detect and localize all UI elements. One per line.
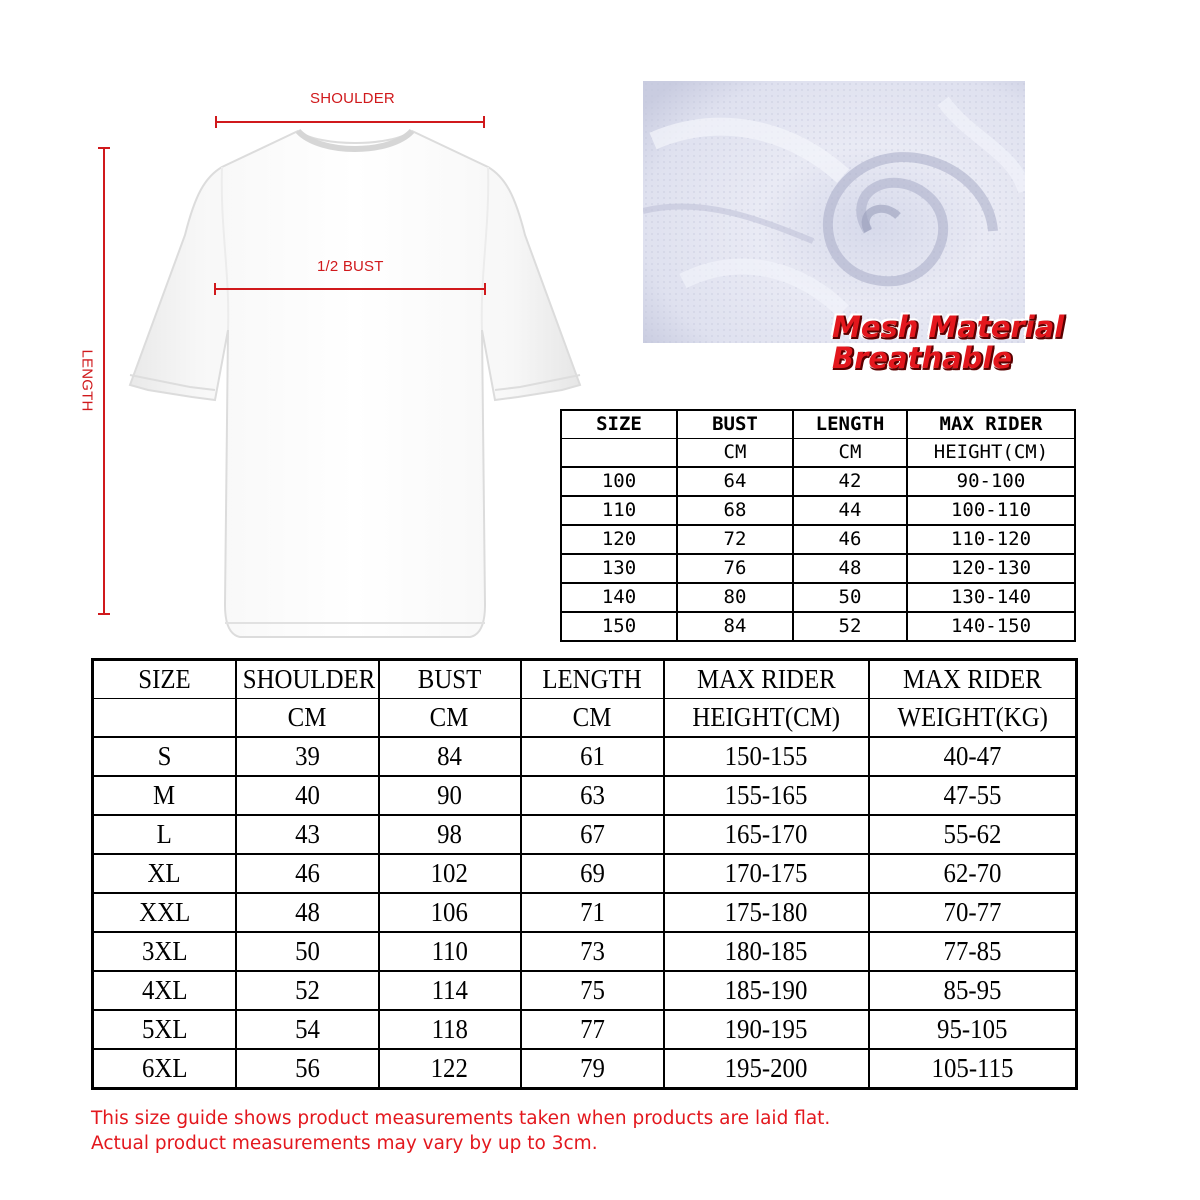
- table-row: [93, 815, 1077, 854]
- cell-text: S: [157, 741, 172, 771]
- table-cell: BUST: [677, 410, 793, 439]
- table-cell: [521, 893, 664, 932]
- cell-text: 62-70: [943, 858, 1002, 888]
- table-cell: [93, 854, 236, 893]
- table-cell: [93, 737, 236, 776]
- table-cell: [869, 971, 1077, 1010]
- cell-text: M: [153, 780, 176, 810]
- table-cell: [664, 699, 869, 738]
- cell-text: 77: [579, 1014, 605, 1044]
- table-cell: 44: [793, 496, 907, 525]
- cell-text: 75: [579, 975, 605, 1005]
- table-cell: [521, 660, 664, 699]
- table-cell: CM: [793, 439, 907, 468]
- size-guide-note: [91, 1106, 830, 1156]
- table-header-row: [93, 660, 1077, 699]
- table-cell: 64: [677, 467, 793, 496]
- table-row: [93, 1010, 1077, 1049]
- cell-text: 95-105: [937, 1014, 1008, 1044]
- table-cell: [869, 815, 1077, 854]
- cell-text: HEIGHT(CM): [692, 702, 840, 732]
- table-cell: HEIGHT(CM): [907, 439, 1075, 468]
- table-cell: 76: [677, 554, 793, 583]
- table-cell: [664, 1049, 869, 1089]
- table-cell: [664, 815, 869, 854]
- table-cell: [869, 1049, 1077, 1089]
- table-cell: [521, 971, 664, 1010]
- cell-text: 195-200: [724, 1053, 808, 1083]
- cell-text: 40: [294, 780, 320, 810]
- cell-text: 150-155: [724, 741, 808, 771]
- table-cell: [236, 932, 379, 971]
- cell-text: CM: [430, 702, 469, 732]
- table-cell: [379, 776, 521, 815]
- note-line1: This size guide shows product measurements taken when products are laid flat.: [91, 1108, 831, 1129]
- table-cell: [236, 737, 379, 776]
- cell-text: SIZE: [138, 664, 191, 694]
- table-cell: [236, 776, 379, 815]
- cell-text: 48: [294, 897, 320, 927]
- table-cell: [379, 893, 521, 932]
- cell-text: 175-180: [724, 897, 808, 927]
- table-cell: [379, 815, 521, 854]
- cell-text: 70-77: [943, 897, 1002, 927]
- cell-text: 69: [579, 858, 605, 888]
- length-measure-line: [103, 147, 105, 615]
- cell-text: 67: [579, 819, 605, 849]
- shoulder-label: SHOULDER: [310, 90, 395, 107]
- cell-text: 6XL: [141, 1053, 188, 1083]
- table-cell: 130: [561, 554, 677, 583]
- table-cell: [236, 815, 379, 854]
- table-cell: 130-140: [907, 583, 1075, 612]
- table-cell: 110-120: [907, 525, 1075, 554]
- cell-text: 155-165: [724, 780, 808, 810]
- table-cell: [869, 893, 1077, 932]
- table-cell: 100-110: [907, 496, 1075, 525]
- cell-text: 165-170: [724, 819, 808, 849]
- table-cell: [379, 737, 521, 776]
- table-cell: [236, 1049, 379, 1089]
- table-cell: [236, 1010, 379, 1049]
- kids-size-table: [560, 409, 1076, 642]
- table-cell: [521, 737, 664, 776]
- cell-text: XL: [147, 858, 181, 888]
- table-cell: [664, 893, 869, 932]
- tshirt-icon: [120, 125, 590, 645]
- table-cell: [521, 776, 664, 815]
- table-cell: 90-100: [907, 467, 1075, 496]
- table-row: [561, 525, 1075, 554]
- cell-text: 106: [430, 897, 469, 927]
- table-unit-row: [93, 699, 1077, 738]
- cell-text: 46: [294, 858, 320, 888]
- table-cell: [664, 932, 869, 971]
- table-cell: [869, 737, 1077, 776]
- table-row: [93, 776, 1077, 815]
- table-cell: [664, 1010, 869, 1049]
- table-cell: [236, 971, 379, 1010]
- table-cell: 84: [677, 612, 793, 641]
- table-cell: [664, 737, 869, 776]
- table-cell: [521, 1049, 664, 1089]
- table-row: [561, 612, 1075, 641]
- table-row: [93, 971, 1077, 1010]
- table-cell: 120: [561, 525, 677, 554]
- table-cell: [93, 1010, 236, 1049]
- table-cell: [93, 932, 236, 971]
- table-cell: [379, 1049, 521, 1089]
- fabric-title-line2: Breathable: [832, 341, 1013, 375]
- cell-text: 102: [430, 858, 469, 888]
- cell-text: 39: [294, 741, 320, 771]
- table-row: [93, 893, 1077, 932]
- cell-text: 40-47: [943, 741, 1002, 771]
- cell-text: 63: [579, 780, 605, 810]
- table-cell: [521, 699, 664, 738]
- table-cell: MAX RIDER: [907, 410, 1075, 439]
- table-cell: [236, 660, 379, 699]
- table-cell: [379, 854, 521, 893]
- table-cell: 52: [793, 612, 907, 641]
- cell-text: 54: [294, 1014, 320, 1044]
- table-cell: 46: [793, 525, 907, 554]
- cell-text: SHOULDER: [242, 664, 375, 694]
- table-cell: 140-150: [907, 612, 1075, 641]
- table-cell: [561, 439, 677, 468]
- cell-text: 114: [431, 975, 468, 1005]
- table-cell: 140: [561, 583, 677, 612]
- table-cell: [869, 699, 1077, 738]
- adult-size-table: [91, 658, 1078, 1090]
- table-cell: [93, 893, 236, 932]
- table-cell: 150: [561, 612, 677, 641]
- table-cell: [93, 971, 236, 1010]
- cell-text: 84: [437, 741, 462, 771]
- shoulder-measure-line: [215, 121, 485, 123]
- cell-text: 85-95: [943, 975, 1002, 1005]
- table-cell: [664, 971, 869, 1010]
- table-cell: [664, 776, 869, 815]
- table-cell: [664, 854, 869, 893]
- table-cell: [93, 699, 236, 738]
- cell-text: XXL: [138, 897, 190, 927]
- cell-text: 3XL: [141, 936, 188, 966]
- table-cell: [93, 1049, 236, 1089]
- fabric-title-line1: Mesh Material: [832, 310, 1065, 344]
- cell-text: 98: [437, 819, 462, 849]
- cell-text: 110: [431, 936, 468, 966]
- table-cell: [379, 971, 521, 1010]
- table-cell: [869, 854, 1077, 893]
- table-cell: 68: [677, 496, 793, 525]
- cell-text: 55-62: [943, 819, 1002, 849]
- cell-text: 180-185: [724, 936, 808, 966]
- table-cell: [869, 932, 1077, 971]
- table-cell: 100: [561, 467, 677, 496]
- cell-text: 56: [294, 1053, 320, 1083]
- cell-text: 170-175: [724, 858, 808, 888]
- table-cell: [521, 854, 664, 893]
- cell-text: CM: [572, 702, 612, 732]
- cell-text: 50: [294, 936, 320, 966]
- table-cell: [379, 699, 521, 738]
- cell-text: LENGTH: [542, 664, 642, 694]
- cell-text: 61: [579, 741, 605, 771]
- table-cell: [379, 1010, 521, 1049]
- table-cell: CM: [677, 439, 793, 468]
- cell-text: 47-55: [943, 780, 1002, 810]
- length-label: LENGTH: [78, 349, 96, 412]
- table-cell: [379, 660, 521, 699]
- table-cell: [869, 660, 1077, 699]
- table-cell: 42: [793, 467, 907, 496]
- table-row: [93, 854, 1077, 893]
- table-row: [561, 554, 1075, 583]
- half-bust-measure-line: [214, 288, 486, 290]
- half-bust-label: 1/2 BUST: [317, 258, 384, 275]
- mesh-fabric-swatch: [643, 81, 1025, 343]
- table-cell: 50: [793, 583, 907, 612]
- cell-text: 118: [431, 1014, 468, 1044]
- table-cell: [236, 699, 379, 738]
- table-unit-row: [561, 439, 1075, 468]
- cell-text: 73: [579, 936, 605, 966]
- fabric-title: [832, 312, 1064, 374]
- table-cell: 80: [677, 583, 793, 612]
- table-row: [561, 496, 1075, 525]
- table-cell: [236, 854, 379, 893]
- cell-text: 185-190: [724, 975, 808, 1005]
- cell-text: 105-115: [931, 1053, 1014, 1083]
- table-row: [93, 737, 1077, 776]
- table-cell: [521, 1010, 664, 1049]
- table-row: [561, 467, 1075, 496]
- cell-text: 52: [294, 975, 320, 1005]
- table-cell: 48: [793, 554, 907, 583]
- table-cell: [93, 660, 236, 699]
- cell-text: BUST: [417, 664, 482, 694]
- table-cell: SIZE: [561, 410, 677, 439]
- note-line2: Actual product measurements may vary by up to 3cm.: [91, 1133, 598, 1154]
- cell-text: MAX RIDER: [696, 664, 836, 694]
- table-cell: [664, 660, 869, 699]
- table-cell: 120-130: [907, 554, 1075, 583]
- cell-text: 77-85: [943, 936, 1002, 966]
- table-header-row: [561, 410, 1075, 439]
- cell-text: WEIGHT(KG): [897, 702, 1048, 732]
- table-cell: [236, 893, 379, 932]
- cell-text: 122: [430, 1053, 469, 1083]
- table-cell: [379, 932, 521, 971]
- table-cell: [869, 1010, 1077, 1049]
- table-cell: 110: [561, 496, 677, 525]
- table-row: [561, 583, 1075, 612]
- cell-text: 71: [579, 897, 605, 927]
- table-cell: [521, 815, 664, 854]
- cell-text: 5XL: [141, 1014, 188, 1044]
- cell-text: 190-195: [724, 1014, 808, 1044]
- cell-text: 4XL: [141, 975, 188, 1005]
- table-cell: 72: [677, 525, 793, 554]
- cell-text: MAX RIDER: [902, 664, 1042, 694]
- cell-text: 90: [437, 780, 462, 810]
- table-cell: [521, 932, 664, 971]
- cell-text: CM: [287, 702, 327, 732]
- cell-text: 79: [579, 1053, 605, 1083]
- table-row: [93, 1049, 1077, 1089]
- table-cell: [93, 815, 236, 854]
- cell-text: 43: [294, 819, 320, 849]
- table-cell: [93, 776, 236, 815]
- table-cell: [869, 776, 1077, 815]
- table-cell: LENGTH: [793, 410, 907, 439]
- table-row: [93, 932, 1077, 971]
- cell-text: L: [156, 819, 172, 849]
